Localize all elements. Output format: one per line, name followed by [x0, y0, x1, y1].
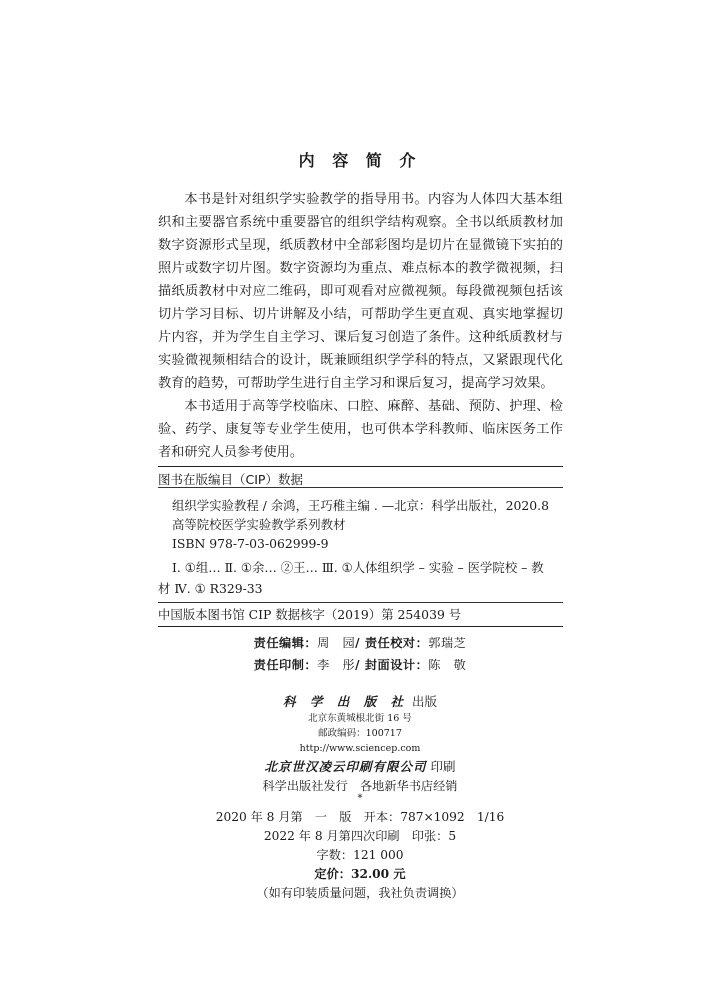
proofreader-label: / 责任校对：	[355, 636, 429, 650]
cip-series: 高等院校医学实验教学系列教材	[172, 517, 346, 532]
cip-core-rule	[158, 602, 563, 603]
word-count: 字数：121 000	[316, 848, 404, 862]
printer-line	[0, 757, 720, 775]
editor-label: 责任编辑：	[253, 636, 318, 650]
cip-top-rule	[158, 466, 563, 467]
publisher-website: http://www.sciencep.com	[299, 743, 421, 754]
cip-record: 组织学实验教程 / 余鸿，王巧稚主编 . —北京：科学出版社，2020.8	[172, 498, 549, 513]
cip-header: 图书在版编目（CIP）数据	[158, 472, 303, 487]
printer-name: 北京世汉凌云印刷有限公司	[264, 759, 427, 774]
cip-isbn: ISBN 978-7-03-062999-9	[172, 536, 329, 551]
cip-header-rule	[158, 487, 563, 488]
summary-paragraph-1: 本书是针对组织学实验教学的指导用书。内容为人体四大基本组织和主要器官系统中重要器官的组织学结构观察。全书以纸质教材加数字资源形式呈现，纸质教材中全部彩图均是切片在显微镜下实拍的照片或数字切片图。数字资源均为重点、难点标本的教学微视频，扫描纸质教材中对应二维码，即可观看对应微视频。每段微视频包括该切片学习目标、切片讲解及小结，可帮助学生更直观、真实地掌握切片内容，并为学生自主学习、课后复习创造了条件。这种纸质教材与实验微视频相结合的设计，既兼顾组织学学科的特点，又紧跟现代化教育的趋势，可帮助学生进行自主学习和课后复习，提高学习效果。	[158, 192, 563, 391]
separator-star: *	[357, 793, 363, 804]
publisher-suffix: 出版	[411, 694, 437, 709]
cip-bottom-rule	[158, 626, 563, 627]
editor-name: 周 园	[317, 636, 356, 650]
publisher-address: 北京东黄城根北街 16 号	[308, 713, 412, 724]
print-manager-label: 责任印制：	[253, 658, 318, 672]
proofreader-name: 郭瑞芝	[428, 636, 467, 650]
cip-class-line-1: Ⅰ. ①组… Ⅱ. ①余… ②王… Ⅲ. ①人体组织学 – 实验 – 医学院校 – 教	[172, 560, 544, 575]
quality-note: （如有印装质量问题，我社负责调换）	[256, 886, 464, 900]
printer-suffix: 印刷	[430, 759, 456, 774]
publisher-name: 科 学 出 版 社	[283, 694, 408, 709]
edition-line-2: 2022 年 8 月第四次印刷 印张：5	[263, 829, 457, 843]
section-title: 内 容 简 介	[298, 151, 422, 170]
publisher-postcode: 邮政编码：100717	[318, 728, 402, 739]
cover-designer-label: / 封面设计：	[355, 658, 429, 672]
distribution-line: 科学出版社发行 各地新华书店经销	[262, 779, 458, 793]
cip-core-number: 中国版本图书馆 CIP 数据核字（2019）第 254039 号	[158, 607, 462, 622]
content-summary	[158, 188, 563, 464]
summary-paragraph-2: 本书适用于高等学校临床、口腔、麻醉、基础、预防、护理、检验、药学、康复等专业学生使用，也可供本学科教师、临床医务工作者和研究人员参考使用。	[158, 399, 563, 460]
staff-line-2	[0, 656, 720, 675]
price: 定价：32.00 元	[314, 867, 406, 881]
print-manager-name: 李 彤	[317, 658, 356, 672]
staff-line-1	[0, 634, 720, 653]
cip-class-line-2: 材 Ⅳ. ① R329-33	[158, 581, 263, 596]
cover-designer-name: 陈 敬	[428, 658, 467, 672]
edition-line-1: 2020 年 8 月第 一 版 开本：787×1092 1/16	[215, 810, 505, 824]
cip-classification	[158, 557, 563, 599]
publisher-line	[0, 692, 720, 710]
